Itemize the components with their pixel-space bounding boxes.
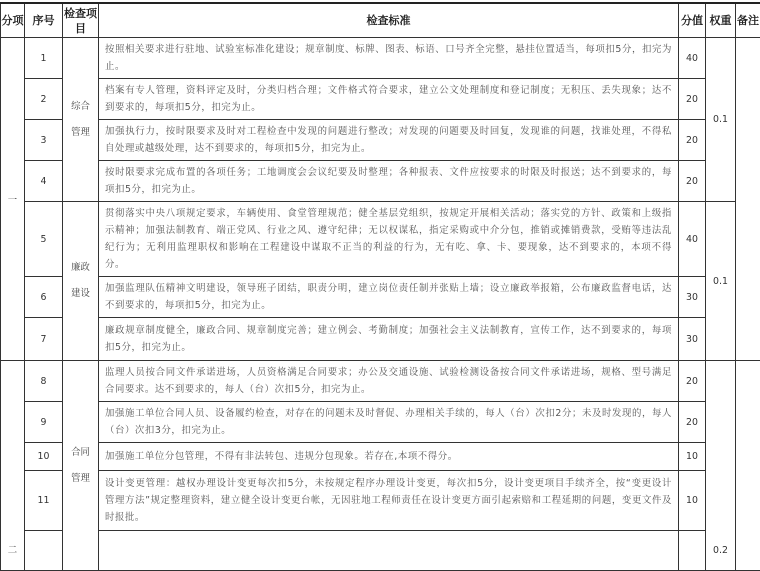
inspection-standard: 加强执行力，按时限要求及时对工程检查中发现的问题进行整改；对发现的问题要及时回复，发现谁的问题，找谁处理，不得私自处理或越级处理，达不到要求的，每项扣5分，扣完为止。 — [99, 120, 679, 161]
header-standard: 检查标准 — [99, 3, 679, 38]
score-value: 10 — [679, 471, 706, 531]
category-cell: 二 — [1, 361, 25, 571]
inspection-standard: 加强施工单位分包管理，不得有非法转包、违规分包现象。若存在,本项不得分。 — [99, 443, 679, 471]
inspection-standard — [99, 531, 679, 571]
inspection-standard-table — [0, 2, 760, 571]
header-category: 分项 — [1, 3, 25, 38]
row-number: 2 — [25, 79, 63, 120]
row-number: 4 — [25, 161, 63, 202]
inspection-standard: 廉政规章制度健全，廉政合同、规章制度完善；建立例会、考勤制度；加强社会主义法制教育，宣传工作，达不到要求的，每项扣5分，扣完为止。 — [99, 318, 679, 361]
remark-cell — [736, 38, 760, 361]
score-value: 20 — [679, 161, 706, 202]
table-row — [1, 318, 760, 361]
table-body — [1, 38, 760, 571]
table-row — [1, 443, 760, 471]
weight-value: 0.2 — [706, 361, 736, 571]
remark-cell — [736, 361, 760, 571]
category-cell: 一 — [1, 38, 25, 361]
table-row — [1, 79, 760, 120]
score-value: 20 — [679, 120, 706, 161]
inspection-item: 综合管理 — [63, 38, 99, 202]
score-value — [679, 531, 706, 571]
inspection-standard: 按照相关要求进行驻地、试验室标准化建设；规章制度、标牌、图表、标语、口号齐全完整，悬挂位置适当，每项扣5分，扣完为止。 — [99, 38, 679, 79]
score-value: 30 — [679, 318, 706, 361]
row-number: 11 — [25, 471, 63, 531]
score-value: 20 — [679, 361, 706, 402]
header-score: 分值 — [679, 3, 706, 38]
inspection-standard: 监理人员按合同文件承诺进场，人员资格满足合同要求；办公及交通设施、试验检测设备按合同文件承诺进场，规格、型号满足合同要求。达不到要求的，每人（台）次扣5分，扣完为止。 — [99, 361, 679, 402]
score-value: 40 — [679, 202, 706, 277]
row-number: 9 — [25, 402, 63, 443]
row-number: 3 — [25, 120, 63, 161]
inspection-item: 廉政建设 — [63, 202, 99, 361]
table-row — [1, 120, 760, 161]
table-header-row — [1, 3, 760, 38]
header-item: 检查项目 — [63, 3, 99, 38]
table-row — [1, 161, 760, 202]
inspection-item: 合同管理 — [63, 361, 99, 571]
inspection-standard: 贯彻落实中央八项规定要求，车辆使用、食堂管理规范；健全基层党组织，按规定开展相关活动；落实党的方针、政策和上级指示精神；加强法制教育、端正党风、行业之风、遵守纪律；无以权谋私，指定采购或中介分包，推销或摊销费款，受贿等违法乱纪行为；无利用监理职权和影响在工程建设中谋取不正当的利益的行为，无有吃、拿、卡、要现象，达不到要求的，本项不得分。 — [99, 202, 679, 277]
row-number: 10 — [25, 443, 63, 471]
inspection-standard: 按时限要求完成布置的各项任务；工地调度会会议纪要及时整理；各种报表、文件应按要求的时限及时报送；达不到要求的，每项扣5分，扣完为止。 — [99, 161, 679, 202]
table-row — [1, 402, 760, 443]
score-value: 20 — [679, 402, 706, 443]
row-number: 8 — [25, 361, 63, 402]
table-row — [1, 471, 760, 531]
header-no: 序号 — [25, 3, 63, 38]
score-value: 40 — [679, 38, 706, 79]
weight-value: 0.1 — [706, 38, 736, 202]
table-row — [1, 277, 760, 318]
row-number: 1 — [25, 38, 63, 79]
header-remark: 备注 — [736, 3, 760, 38]
header-weight: 权重 — [706, 3, 736, 38]
score-value: 30 — [679, 277, 706, 318]
inspection-standard: 设计变更管理：越权办理设计变更每次扣5分，未按规定程序办理设计变更，每次扣5分，设计变更项目手续齐全，按“变更设计管理方法”规定整理资料，建立健全设计变更台帐，无因驻地工程师责任在设计变更方面引起索赔和工程延期的问题，变更文件及时报批。 — [99, 471, 679, 531]
table-row — [1, 361, 760, 402]
score-value: 10 — [679, 443, 706, 471]
weight-value: 0.1 — [706, 202, 736, 361]
row-number: 5 — [25, 202, 63, 277]
inspection-standard: 加强施工单位合同人员、设备履约检查，对存在的问题未及时督促、办理相关手续的，每人（台）次扣2分；未及时发现的，每人（台）次扣3分，扣完为止。 — [99, 402, 679, 443]
row-number: 7 — [25, 318, 63, 361]
table-row — [1, 38, 760, 79]
row-number: 6 — [25, 277, 63, 318]
inspection-standard: 加强监理队伍精神文明建设，领导班子团结，职责分明，建立岗位责任制并张贴上墙；设立廉政举报箱，公布廉政监督电话，达不到要求的，每项扣5分，扣完为止。 — [99, 277, 679, 318]
table-row — [1, 202, 760, 277]
inspection-standard: 档案有专人管理，资料评定及时，分类归档合理；文件格式符合要求，建立公文处理制度和登记制度；无积压、丢失现象；达不到要求的，每项扣5分，扣完为止。 — [99, 79, 679, 120]
row-number — [25, 531, 63, 571]
table-row — [1, 531, 760, 571]
score-value: 20 — [679, 79, 706, 120]
